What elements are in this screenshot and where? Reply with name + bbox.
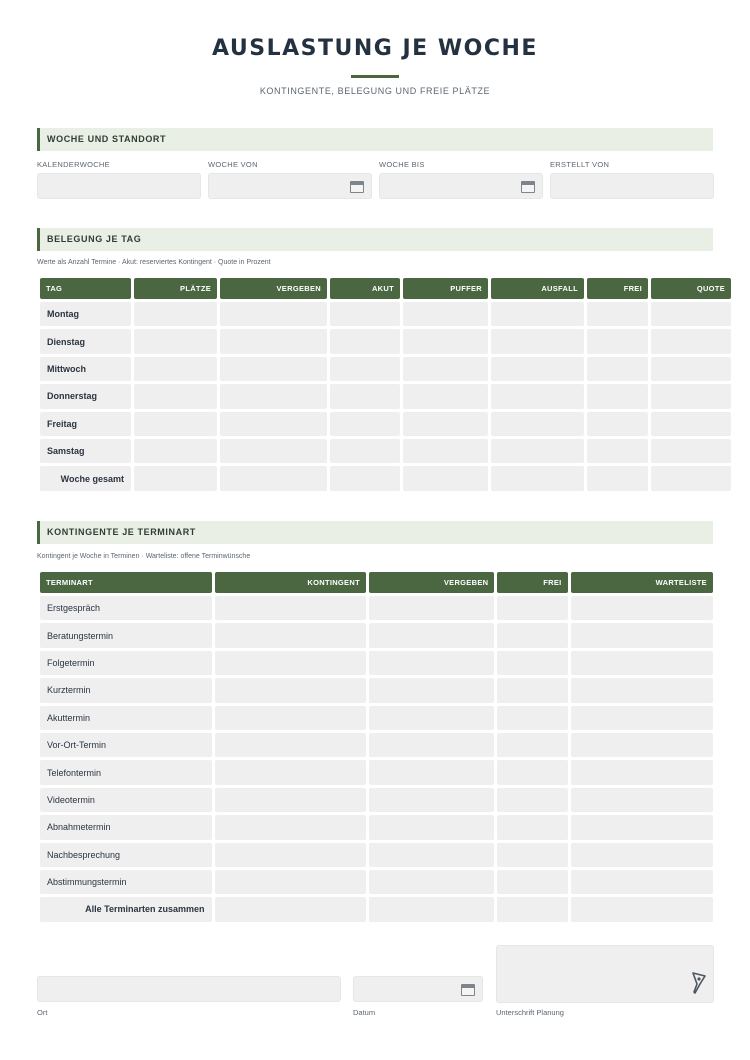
pen-icon [691,972,707,994]
section-days-title: BELEGUNG JE TAG [47,234,142,244]
input-cell[interactable] [571,870,713,894]
input-cell[interactable] [571,678,713,702]
input-cell[interactable] [369,815,494,839]
title-divider [351,75,399,78]
column-header: TAG [40,278,131,299]
input-cell[interactable] [369,623,494,647]
type-row [40,788,713,812]
calendar-week-field[interactable] [37,173,201,199]
input-cell[interactable] [651,466,731,490]
input-cell[interactable] [571,897,713,921]
input-cell[interactable] [215,788,366,812]
input-cell[interactable] [651,329,731,353]
input-cell[interactable] [497,760,567,784]
input-cell[interactable] [403,357,488,381]
week-from-field[interactable] [208,173,372,199]
page-subtitle: KONTINGENTE, BELEGUNG UND FREIE PLÄTZE [259,86,491,96]
day-row [40,412,731,436]
row-label: Telefontermin [40,760,212,784]
calendar-week-label: KALENDERWOCHE [37,160,110,169]
row-label: Erstgespräch [40,596,212,620]
created-by-label: ERSTELLT VON [550,160,610,169]
input-cell[interactable] [651,412,731,436]
input-cell[interactable] [571,760,713,784]
input-cell[interactable] [403,384,488,408]
input-cell[interactable] [491,439,584,463]
row-label: Kurztermin [40,678,212,702]
input-cell[interactable] [497,706,567,730]
input-cell[interactable] [497,733,567,757]
page-title: AUSLASTUNG JE WOCHE [212,36,538,61]
input-cell[interactable] [369,651,494,675]
type-row [40,678,713,702]
day-row [40,357,731,381]
input-cell[interactable] [215,870,366,894]
input-cell[interactable] [369,706,494,730]
input-cell[interactable] [497,651,567,675]
row-label: Alle Terminarten zusammen [40,897,212,921]
day-row [40,439,731,463]
column-header: AKUT [330,278,400,299]
input-cell[interactable] [330,412,400,436]
date-label: Datum [353,1008,376,1017]
input-cell[interactable] [651,302,731,326]
row-label: Akuttermin [40,706,212,730]
input-cell[interactable] [330,439,400,463]
day-row-total [40,466,731,490]
section-days-heading [37,228,713,251]
section-types-title: KONTINGENTE JE TERMINART [47,527,196,537]
row-label: Woche gesamt [40,466,131,490]
section-week-title: WOCHE UND STANDORT [47,134,167,144]
input-cell[interactable] [497,678,567,702]
row-label: Vor-Ort-Termin [40,733,212,757]
input-cell[interactable] [497,815,567,839]
input-cell[interactable] [215,760,366,784]
section-days-note: Werte als Anzahl Termine · Akut: reserviertes Kontingent · Quote in Prozent [37,259,271,266]
section-types-heading [37,521,713,544]
input-cell[interactable] [587,329,648,353]
input-cell[interactable] [651,439,731,463]
input-cell[interactable] [330,302,400,326]
column-header: KONTINGENT [215,572,366,593]
calendar-icon[interactable] [521,181,535,193]
input-cell[interactable] [134,466,217,490]
created-by-field[interactable] [550,173,714,199]
input-cell[interactable] [330,329,400,353]
input-cell[interactable] [497,897,567,921]
input-cell[interactable] [220,357,327,381]
input-cell[interactable] [491,302,584,326]
input-cell[interactable] [651,384,731,408]
input-cell[interactable] [369,596,494,620]
type-row-total [40,897,713,921]
input-cell[interactable] [587,302,648,326]
place-field[interactable] [37,976,341,1002]
type-table-header [40,572,713,593]
row-label: Montag [40,302,131,326]
row-label: Folgetermin [40,651,212,675]
input-cell[interactable] [330,466,400,490]
column-header: WARTELISTE [571,572,713,593]
input-cell[interactable] [403,302,488,326]
row-label: Mittwoch [40,357,131,381]
input-cell[interactable] [215,733,366,757]
input-cell[interactable] [220,329,327,353]
type-row [40,760,713,784]
place-label: Ort [37,1008,48,1017]
row-label: Freitag [40,412,131,436]
column-header: AUSFALL [491,278,584,299]
day-row [40,384,731,408]
input-cell[interactable] [134,439,217,463]
input-cell[interactable] [571,843,713,867]
input-cell[interactable] [491,384,584,408]
input-cell[interactable] [497,870,567,894]
day-row [40,302,731,326]
day-row [40,329,731,353]
input-cell[interactable] [587,357,648,381]
column-header: QUOTE [651,278,731,299]
input-cell[interactable] [369,897,494,921]
input-cell[interactable] [403,466,488,490]
week-from-label: WOCHE VON [208,160,258,169]
input-cell[interactable] [220,466,327,490]
type-row [40,815,713,839]
input-cell[interactable] [571,706,713,730]
week-to-field[interactable] [379,173,543,199]
day-table [37,275,734,494]
column-header: PUFFER [403,278,488,299]
column-header: FREI [497,572,567,593]
week-to-label: WOCHE BIS [379,160,425,169]
input-cell[interactable] [215,596,366,620]
input-cell[interactable] [220,384,327,408]
date-field[interactable] [353,976,483,1002]
input-cell[interactable] [369,870,494,894]
input-cell[interactable] [330,384,400,408]
input-cell[interactable] [571,815,713,839]
column-header: VERGEBEN [369,572,494,593]
section-week-heading [37,128,713,151]
type-row [40,706,713,730]
input-cell[interactable] [134,412,217,436]
input-cell[interactable] [491,329,584,353]
input-cell[interactable] [587,384,648,408]
input-cell[interactable] [369,843,494,867]
input-cell[interactable] [571,788,713,812]
input-cell[interactable] [497,596,567,620]
type-row [40,870,713,894]
input-cell[interactable] [369,733,494,757]
input-cell[interactable] [571,623,713,647]
input-cell[interactable] [134,329,217,353]
input-cell[interactable] [330,357,400,381]
input-cell[interactable] [491,412,584,436]
input-cell[interactable] [497,843,567,867]
input-cell[interactable] [491,466,584,490]
type-table [37,569,716,925]
calendar-icon[interactable] [350,181,364,193]
input-cell[interactable] [571,733,713,757]
input-cell[interactable] [369,788,494,812]
input-cell[interactable] [215,815,366,839]
type-row [40,733,713,757]
row-label: Dienstag [40,329,131,353]
input-cell[interactable] [571,651,713,675]
input-cell[interactable] [220,439,327,463]
row-label: Donnerstag [40,384,131,408]
input-cell[interactable] [369,760,494,784]
day-table-header [40,278,731,299]
type-row [40,843,713,867]
input-cell[interactable] [587,412,648,436]
input-cell[interactable] [491,357,584,381]
column-header: TERMINART [40,572,212,593]
input-cell[interactable] [497,623,567,647]
input-cell[interactable] [403,329,488,353]
input-cell[interactable] [403,439,488,463]
input-cell[interactable] [215,623,366,647]
input-cell[interactable] [497,788,567,812]
row-label: Abstimmungstermin [40,870,212,894]
input-cell[interactable] [220,412,327,436]
input-cell[interactable] [651,357,731,381]
input-cell[interactable] [134,357,217,381]
section-types-note: Kontingent je Woche in Terminen · Warteliste: offene Terminwünsche [37,553,251,560]
input-cell[interactable] [215,897,366,921]
input-cell[interactable] [369,678,494,702]
type-row [40,651,713,675]
signature-label: Unterschrift Planung [496,1008,564,1017]
input-cell[interactable] [215,843,366,867]
input-cell[interactable] [587,439,648,463]
input-cell[interactable] [215,706,366,730]
column-header: FREI [587,278,648,299]
input-cell[interactable] [220,302,327,326]
row-label: Samstag [40,439,131,463]
type-row [40,623,713,647]
row-label: Videotermin [40,788,212,812]
row-label: Abnahmetermin [40,815,212,839]
column-header: VERGEBEN [220,278,327,299]
input-cell[interactable] [134,384,217,408]
column-header: PLÄTZE [134,278,217,299]
input-cell[interactable] [587,466,648,490]
signature-field[interactable] [496,945,714,1003]
calendar-icon[interactable] [461,984,475,996]
input-cell[interactable] [403,412,488,436]
row-label: Nachbesprechung [40,843,212,867]
row-label: Beratungstermin [40,623,212,647]
input-cell[interactable] [134,302,217,326]
input-cell[interactable] [215,678,366,702]
input-cell[interactable] [215,651,366,675]
input-cell[interactable] [571,596,713,620]
type-row [40,596,713,620]
